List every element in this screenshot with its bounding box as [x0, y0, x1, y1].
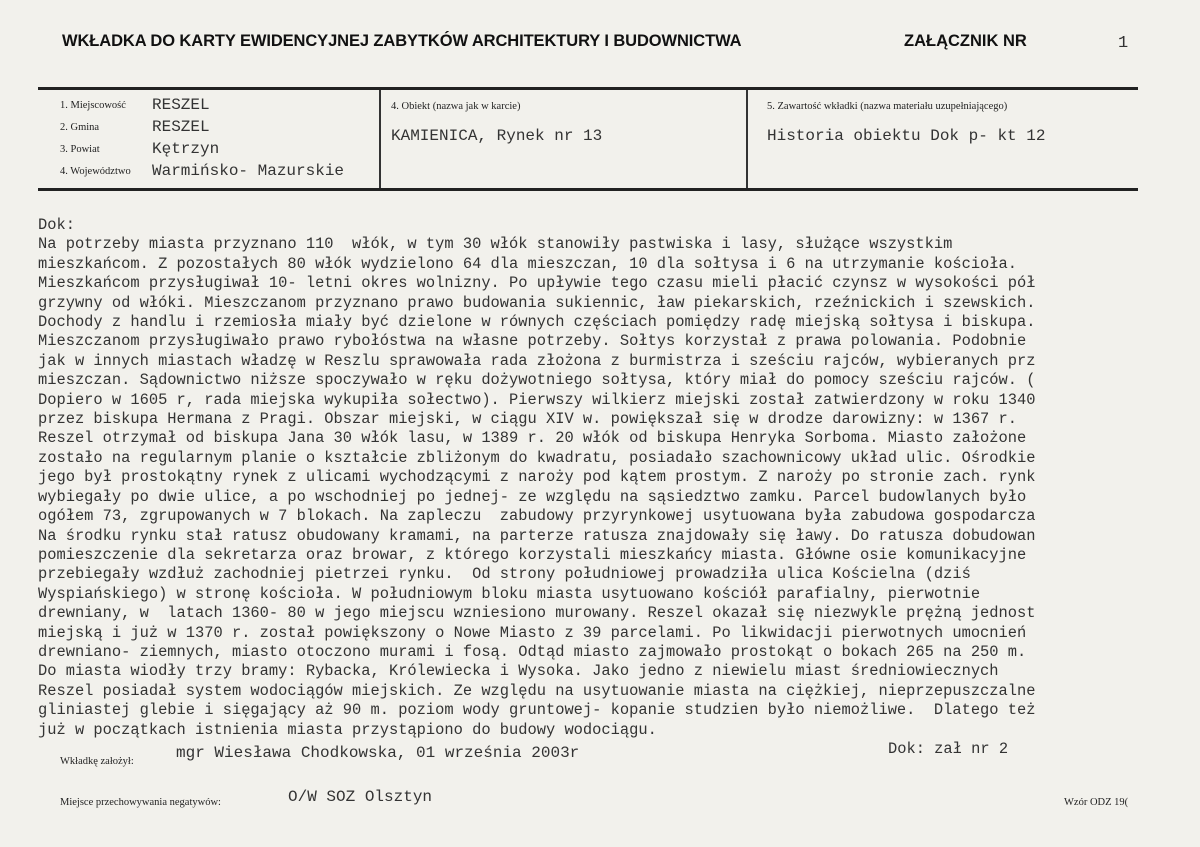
text-line: Do miasta wiodły trzy bramy: Rybacka, Królewiecka i Wysoka. Jako jedno z niewielu miast średniowiecznych	[38, 662, 999, 681]
wojewodztwo-value: Warmińsko- Mazurskie	[152, 162, 345, 180]
text-line: Mieszkańcom przysługiwał 10- letni okres wolnizny. Po upływie tego czasu mieli płacić czynsz w wysokości pół	[38, 274, 1036, 293]
text-line: miejską i już w 1370 r. został powiększony o Nowe Miasto z 39 parcelami. Po likwidacji pierwotnych umocnień	[38, 623, 1027, 642]
document-reference: Dok: zał nr 2	[888, 740, 1009, 758]
powiat-value: Kętrzyn	[152, 140, 220, 158]
miejscowosc-label: 1. Miejscowość	[60, 100, 126, 111]
text-line: jego był prostokątny rynek z ulicami wychodzącymi z naroży pod kątem prostym. Z naroży po stronie zach. rynk	[38, 468, 1036, 487]
wojewodztwo-label: 4. Województwo	[60, 166, 131, 177]
negatives-value: O/W SOZ Olsztyn	[288, 788, 433, 806]
text-line: zostało na regularnym planie o kształcie zbliżonym do kwadratu, posiadało szachownicowy układ ulic. Ośrodkie	[38, 448, 1036, 467]
text-line: drewniany, w latach 1360- 80 w jego miejscu wzniesiono murowany. Reszel okazał się niezwykle prężną jednost	[38, 604, 1036, 623]
content-label: 5. Zawartość wkładki (nazwa materiału uzupełniającego)	[767, 101, 1008, 112]
text-line: Wyspiańskiego) w stronę kościoła. W południowym bloku miasta usytuowano kościół parafialny, pierwotnie	[38, 584, 981, 603]
gmina-label: 2. Gmina	[60, 122, 100, 133]
document-title: WKŁADKA DO KARTY EWIDENCYJNEJ ZABYTKÓW ARCHITEKTURY I BUDOWNICTWA	[62, 32, 742, 50]
text-line: jak w innych miastach władzę w Reszlu sprawowała rada złożona z burmistrza i sześciu rajców, wybieranych prz	[38, 351, 1036, 370]
table-bottom-border	[38, 188, 1138, 191]
text-line: Na środku rynku stał ratusz obudowany kramami, na parterze ratusza znajdowały się ławy. Do ratusza dobudowan	[38, 526, 1036, 545]
text-line: Dochody z handlu i rzemiosła miały być dzielone w równych częściach pomiędzy radę miejską sołtysa i biskupa.	[38, 313, 1036, 332]
text-line: Dopiero w 1605 r, rada miejska wykupiła sołectwo). Pierwszy wilkierz miejski został zatwierdzony w roku 1340	[38, 390, 1036, 409]
text-line: Dok:	[38, 216, 75, 234]
negatives-label: Miejsce przechowywania negatywów:	[60, 797, 221, 808]
author-label: Wkładkę założył:	[60, 756, 134, 767]
text-line: pomieszczenie dla sekretarza oraz browar, z którego korzystali mieszkańcy miasta. Główne osie komunikacyjne	[38, 545, 1027, 564]
text-line: już w początkach istnienia miasta przystąpiono do budowy wodociągu.	[38, 720, 657, 739]
object-label: 4. Obiekt (nazwa jak w karcie)	[391, 101, 521, 112]
text-line: Mieszczanom przysługiwało prawo rybołóstwa na własne potrzeby. Sołtys korzystał z prawa polowania. Podobnie	[38, 332, 1027, 351]
text-line: drewniano- ziemnych, miasto otoczono murami i fosą. Odtąd miasto zajmowało prostokąt o bokach 265 na 250 m.	[38, 642, 1027, 661]
text-line: przebiegały wzdłuż zachodniej pietrzei rynku. Od strony południowej prowadziła ulica Kościelna (dziś	[38, 565, 971, 584]
text-line: przez biskupa Hermana z Pragi. Obszar miejski, w ciągu XIV w. powiększał się w drodze darowizny: w 1367 r.	[38, 410, 1018, 429]
gmina-value: RESZEL	[152, 118, 210, 136]
table-top-border	[38, 87, 1138, 90]
text-line: ogółem 73, zgrupowanych w 7 blokach. Na zapleczu zabudowy przyrynkowej usytuowana była zabudowa gospodarcza	[38, 507, 1036, 526]
history-text	[38, 216, 1158, 740]
powiat-label: 3. Powiat	[60, 144, 100, 155]
text-line: mieszczan. Sądownictwo niższe spoczywało w ręku dożywotniego sołtysa, który miał do pomocy sześciu rajców. (	[38, 371, 1036, 390]
text-line: wybiegały po dwie ulice, a po wschodniej po jednej- ze względu na sąsiedztwo zamku. Parcel budowlanych było	[38, 487, 1027, 506]
table-divider	[379, 90, 381, 188]
annex-label: ZAŁĄCZNIK NR	[904, 32, 1027, 50]
miejscowosc-value: RESZEL	[152, 96, 210, 114]
author-value: mgr Wiesława Chodkowska, 01 września 2003r	[176, 744, 580, 762]
text-line: grzywny od włóki. Mieszczanom przyznano prawo budowania sukiennic, ław piekarskich, rzeźnickich i szewskich.	[38, 293, 1036, 312]
text-line: gliniastej glebie i sięgający aż 90 m. poziom wody gruntowej- kopanie studzien było niemożliwe. Dlatego też	[38, 701, 1036, 720]
text-line: mieszkańcom. Z pozostałych 80 włók wydzielono 64 dla mieszczan, 10 dla sołtysa i 6 na utrzymanie kościoła.	[38, 254, 1018, 273]
object-value: KAMIENICA, Rynek nr 13	[391, 127, 603, 145]
form-reference: Wzór ODZ 19(	[1064, 797, 1129, 808]
table-divider	[746, 90, 748, 188]
content-value: Historia obiektu Dok p- kt 12	[767, 127, 1046, 145]
annex-number: 1	[1118, 34, 1129, 53]
text-line: Reszel posiadał system wodociągów miejskich. Ze względu na usytuowanie miasta na ciężkiej, nieprzepuszczalne	[38, 681, 1036, 700]
text-line: Reszel otrzymał od biskupa Jana 30 włók lasu, w 1389 r. 20 włók od biskupa Henryka Sorboma. Miasto założone	[38, 429, 1027, 448]
text-line: Na potrzeby miasta przyznano 110 włók, w tym 30 włók stanowiły pastwiska i lasy, służące wszystkim	[38, 235, 953, 254]
